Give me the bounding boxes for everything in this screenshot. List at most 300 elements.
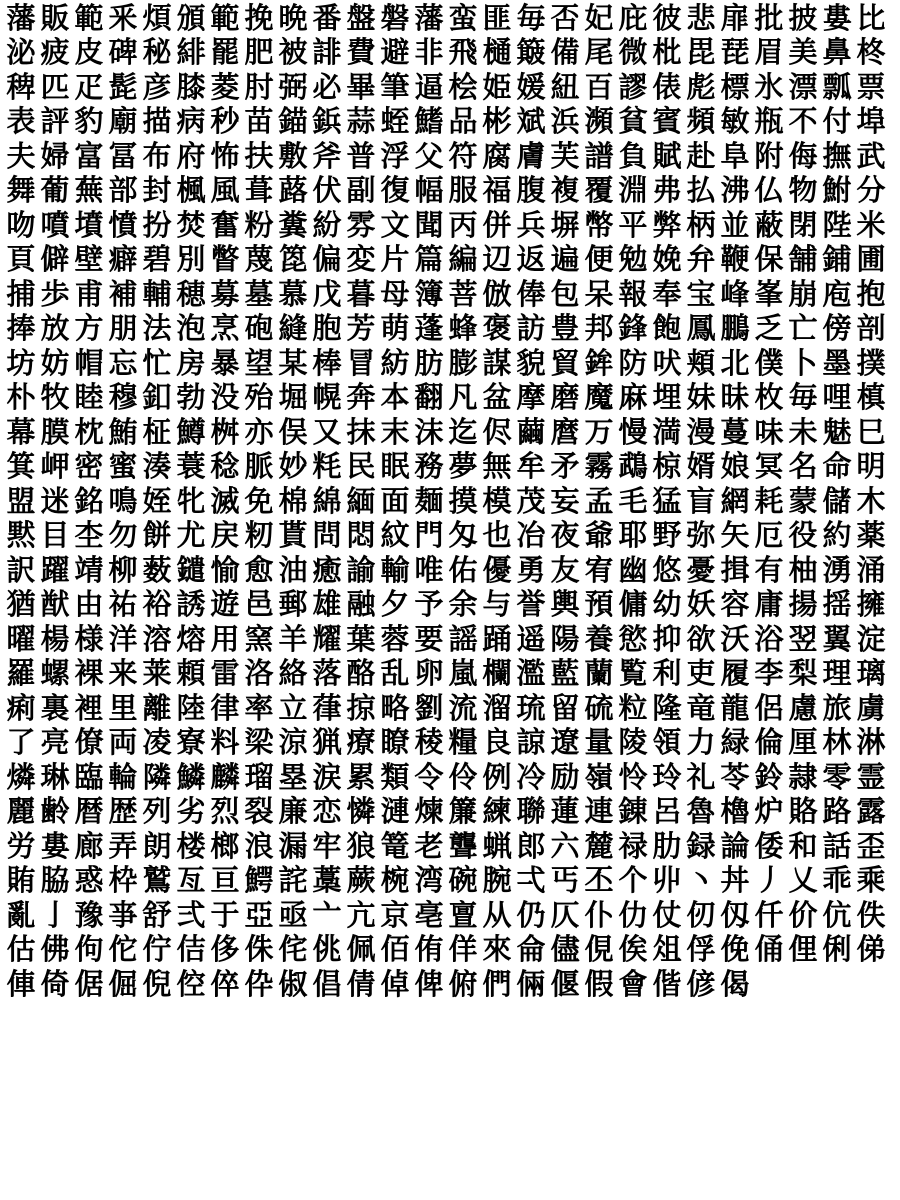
kanji-glyph: 侈 xyxy=(210,932,240,967)
kanji-glyph: 俯 xyxy=(448,967,478,1001)
kanji-glyph: 俶 xyxy=(278,967,308,1001)
kanji-glyph: 桝 xyxy=(210,415,240,449)
kanji-glyph: 弥 xyxy=(686,518,716,553)
kanji-glyph: 富 xyxy=(74,139,104,173)
kanji-glyph: 卵 xyxy=(414,656,444,691)
kanji-glyph: 抹 xyxy=(346,415,376,449)
kanji-glyph: 頬 xyxy=(686,346,716,380)
kanji-glyph: 怖 xyxy=(210,139,240,173)
kanji-glyph: 窯 xyxy=(244,622,274,656)
kanji-glyph: 碧 xyxy=(142,242,172,277)
kanji-glyph: 峰 xyxy=(720,277,750,311)
kanji-glyph: 淵 xyxy=(618,173,648,208)
kanji-glyph: 旅 xyxy=(822,691,852,725)
kanji-glyph: 誉 xyxy=(516,587,546,622)
kanji-glyph: 亊 xyxy=(108,898,138,932)
kanji-glyph: 倣 xyxy=(482,277,512,311)
kanji-glyph: 伶 xyxy=(448,760,478,794)
kanji-glyph: 傍 xyxy=(822,311,852,346)
kanji-glyph: 乏 xyxy=(754,311,784,346)
kanji-glyph: 範 xyxy=(210,1,240,35)
kanji-glyph: 倚 xyxy=(40,967,70,1001)
kanji-glyph: 仟 xyxy=(754,898,784,932)
kanji-glyph: 仍 xyxy=(516,898,546,932)
kanji-glyph: 篭 xyxy=(380,829,410,863)
kanji-glyph: 亳 xyxy=(414,898,444,932)
kanji-glyph: 報 xyxy=(618,277,648,311)
kanji-glyph: 捕 xyxy=(6,277,36,311)
kanji-glyph: 會 xyxy=(618,967,648,1001)
kanji-glyph: 暴 xyxy=(210,346,240,380)
kanji-glyph: 蔓 xyxy=(720,415,750,449)
kanji-glyph: 痢 xyxy=(6,691,36,725)
kanji-glyph: 様 xyxy=(74,622,104,656)
kanji-glyph: 殆 xyxy=(244,380,274,415)
kanji-glyph: 暮 xyxy=(346,277,376,311)
kanji-glyph: 銘 xyxy=(74,484,104,518)
kanji-glyph: 孟 xyxy=(584,484,614,518)
kanji-glyph: 蜜 xyxy=(108,449,138,484)
kanji-glyph: 涙 xyxy=(312,760,342,794)
kanji-glyph: 隣 xyxy=(142,760,172,794)
kanji-glyph: 倪 xyxy=(142,967,172,1001)
kanji-glyph: 妹 xyxy=(686,380,716,415)
kanji-glyph: 糞 xyxy=(278,208,308,242)
kanji-glyph: 万 xyxy=(584,415,614,449)
kanji-glyph: 妖 xyxy=(686,587,716,622)
kanji-glyph: 末 xyxy=(380,415,410,449)
kanji-glyph: 冒 xyxy=(346,346,376,380)
kanji-glyph: 琵 xyxy=(720,35,750,70)
kanji-glyph: 娘 xyxy=(720,449,750,484)
kanji-glyph: 樋 xyxy=(482,35,512,70)
kanji-glyph: 俐 xyxy=(822,932,852,967)
kanji-glyph: 葉 xyxy=(346,622,376,656)
kanji-glyph: 歩 xyxy=(40,277,70,311)
kanji-glyph: 匪 xyxy=(482,1,512,35)
kanji-glyph: 俸 xyxy=(516,277,546,311)
kanji-glyph: 弁 xyxy=(686,242,716,277)
kanji-glyph: 魅 xyxy=(822,415,852,449)
kanji-glyph: 房 xyxy=(176,346,206,380)
kanji-glyph: 物 xyxy=(788,173,818,208)
kanji-glyph: 盤 xyxy=(346,1,376,35)
kanji-glyph: 亢 xyxy=(346,898,376,932)
kanji-glyph: 滅 xyxy=(210,484,240,518)
kanji-glyph: 丙 xyxy=(448,208,478,242)
kanji-glyph: 符 xyxy=(448,139,478,173)
kanji-glyph: 網 xyxy=(720,484,750,518)
kanji-glyph: 薮 xyxy=(142,553,172,587)
kanji-glyph: 烈 xyxy=(210,794,240,829)
kanji-glyph: 幽 xyxy=(618,553,648,587)
kanji-glyph: 舞 xyxy=(6,173,36,208)
kanji-glyph: 養 xyxy=(584,622,614,656)
kanji-glyph: 弊 xyxy=(652,208,682,242)
kanji-glyph: 猷 xyxy=(40,587,70,622)
kanji-glyph: 甫 xyxy=(74,277,104,311)
kanji-glyph: 飛 xyxy=(448,35,478,70)
kanji-glyph: 蕪 xyxy=(74,173,104,208)
kanji-glyph: 遥 xyxy=(516,622,546,656)
kanji-glyph: 楓 xyxy=(176,173,206,208)
kanji-glyph: 爺 xyxy=(584,518,614,553)
kanji-glyph: 炉 xyxy=(754,794,784,829)
kanji-glyph: 欄 xyxy=(482,656,512,691)
kanji-glyph: 普 xyxy=(346,139,376,173)
kanji-glyph: 于 xyxy=(210,898,240,932)
kanji-glyph: 悶 xyxy=(346,518,376,553)
kanji-glyph: 佚 xyxy=(856,898,886,932)
kanji-glyph: 嵐 xyxy=(448,656,478,691)
kanji-glyph: 佶 xyxy=(176,932,206,967)
kanji-glyph: 豫 xyxy=(74,898,104,932)
kanji-glyph: 僚 xyxy=(74,725,104,760)
kanji-glyph: 蓮 xyxy=(550,794,580,829)
kanji-glyph: 伉 xyxy=(822,898,852,932)
kanji-glyph: 蛮 xyxy=(448,1,478,35)
kanji-glyph: 悠 xyxy=(652,553,682,587)
kanji-glyph: 泌 xyxy=(6,35,36,70)
kanji-glyph: 黙 xyxy=(6,518,36,553)
kanji-glyph: 理 xyxy=(822,656,852,691)
kanji-glyph: 謀 xyxy=(482,346,512,380)
kanji-glyph: 偏 xyxy=(312,242,342,277)
kanji-glyph: 彼 xyxy=(652,1,682,35)
kanji-glyph: 扉 xyxy=(720,1,750,35)
kanji-glyph: 彪 xyxy=(686,70,716,104)
kanji-glyph: 亦 xyxy=(244,415,274,449)
kanji-glyph: 鱒 xyxy=(176,415,206,449)
kanji-glyph: 漫 xyxy=(686,415,716,449)
kanji-glyph: 棉 xyxy=(278,484,308,518)
kanji-glyph: 釆 xyxy=(108,1,138,35)
kanji-glyph: 料 xyxy=(210,725,240,760)
kanji-glyph: 流 xyxy=(448,691,478,725)
kanji-glyph: 鋲 xyxy=(312,104,342,139)
kanji-glyph: 羅 xyxy=(6,656,36,691)
kanji-glyph: 伜 xyxy=(244,967,274,1001)
kanji-glyph: 沫 xyxy=(414,415,444,449)
kanji-glyph: 封 xyxy=(142,173,172,208)
kanji-glyph: 莱 xyxy=(142,656,172,691)
kanji-glyph: 勿 xyxy=(108,518,138,553)
kanji-glyph: 錬 xyxy=(618,794,648,829)
kanji-glyph: 頻 xyxy=(686,104,716,139)
kanji-glyph: 藩 xyxy=(414,1,444,35)
kanji-glyph: 幌 xyxy=(312,380,342,415)
kanji-glyph: 厘 xyxy=(788,725,818,760)
kanji-glyph: 廊 xyxy=(74,829,104,863)
kanji-glyph: 寮 xyxy=(176,725,206,760)
kanji-glyph: 熔 xyxy=(176,622,206,656)
kanji-glyph: 柳 xyxy=(108,553,138,587)
kanji-glyph: 頒 xyxy=(176,1,206,35)
kanji-glyph: 楼 xyxy=(176,829,206,863)
kanji-glyph: 侏 xyxy=(244,932,274,967)
kanji-glyph: 扶 xyxy=(244,139,274,173)
kanji-glyph: 磐 xyxy=(380,1,410,35)
kanji-glyph: 麺 xyxy=(414,484,444,518)
kanji-glyph: 菩 xyxy=(448,277,478,311)
kanji-glyph: 溜 xyxy=(482,691,512,725)
kanji-glyph: 脈 xyxy=(244,449,274,484)
kanji-glyph: 分 xyxy=(856,173,886,208)
kanji-glyph: 侶 xyxy=(754,691,784,725)
kanji-glyph: 比 xyxy=(856,1,886,35)
kanji-glyph: 瓶 xyxy=(754,104,784,139)
kanji-glyph: 齢 xyxy=(40,794,70,829)
kanji-glyph: 貌 xyxy=(516,346,546,380)
kanji-glyph: 父 xyxy=(414,139,444,173)
kanji-glyph: 虜 xyxy=(856,691,886,725)
kanji-glyph: 凡 xyxy=(448,380,478,415)
kanji-glyph: 蝋 xyxy=(482,829,512,863)
kanji-glyph: 陸 xyxy=(176,691,206,725)
kanji-glyph: 肋 xyxy=(652,829,682,863)
kanji-glyph: 惑 xyxy=(74,863,104,898)
kanji-glyph: 躍 xyxy=(40,553,70,587)
kanji-glyph: 訪 xyxy=(516,311,546,346)
kanji-glyph: 有 xyxy=(754,553,784,587)
kanji-glyph: 副 xyxy=(346,173,376,208)
kanji-glyph: 噴 xyxy=(40,208,70,242)
kanji-glyph: 欲 xyxy=(686,622,716,656)
kanji-glyph: 稗 xyxy=(6,70,36,104)
kanji-glyph: 琳 xyxy=(40,760,70,794)
kanji-glyph: 漂 xyxy=(788,70,818,104)
kanji-glyph: 容 xyxy=(720,587,750,622)
kanji-glyph: 碗 xyxy=(448,863,478,898)
kanji-glyph: 臨 xyxy=(74,760,104,794)
kanji-glyph: 倬 xyxy=(380,967,410,1001)
kanji-glyph: 療 xyxy=(346,725,376,760)
kanji-glyph: 猶 xyxy=(6,587,36,622)
kanji-glyph: 鈴 xyxy=(754,760,784,794)
kanji-glyph: 从 xyxy=(482,898,512,932)
kanji-glyph: 要 xyxy=(414,622,444,656)
kanji-glyph: 武 xyxy=(856,139,886,173)
kanji-glyph: 媛 xyxy=(516,70,546,104)
kanji-glyph: 遼 xyxy=(550,725,580,760)
kanji-glyph: 賂 xyxy=(788,794,818,829)
kanji-glyph: 怜 xyxy=(618,760,648,794)
kanji-glyph: 又 xyxy=(312,415,342,449)
kanji-glyph: 繭 xyxy=(516,415,546,449)
kanji-glyph: 箆 xyxy=(278,242,308,277)
kanji-glyph: 浴 xyxy=(754,622,784,656)
kanji-glyph: 緬 xyxy=(346,484,376,518)
kanji-glyph: 錨 xyxy=(278,104,308,139)
kanji-glyph: 由 xyxy=(74,587,104,622)
kanji-glyph: 估 xyxy=(6,932,36,967)
kanji-glyph: 奉 xyxy=(652,277,682,311)
kanji-glyph: 福 xyxy=(482,173,512,208)
kanji-glyph: 牟 xyxy=(516,449,546,484)
kanji-glyph: 湾 xyxy=(414,863,444,898)
kanji-glyph: 母 xyxy=(380,277,410,311)
kanji-glyph: 愉 xyxy=(210,553,240,587)
kanji-glyph: 廟 xyxy=(108,104,138,139)
kanji-glyph: 盲 xyxy=(686,484,716,518)
kanji-glyph: 腐 xyxy=(482,139,512,173)
kanji-glyph: 羊 xyxy=(278,622,308,656)
kanji-glyph: 標 xyxy=(720,70,750,104)
kanji-glyph: 陵 xyxy=(618,725,648,760)
kanji-glyph: 法 xyxy=(142,311,172,346)
kanji-glyph: 壁 xyxy=(74,242,104,277)
kanji-glyph: 撫 xyxy=(822,139,852,173)
kanji-glyph: 朋 xyxy=(108,311,138,346)
kanji-glyph: 緋 xyxy=(176,35,206,70)
kanji-glyph: 勉 xyxy=(618,242,648,277)
kanji-glyph: 覧 xyxy=(618,656,648,691)
kanji-glyph: 粒 xyxy=(618,691,648,725)
kanji-glyph: 朗 xyxy=(142,829,172,863)
kanji-glyph: 頁 xyxy=(6,242,36,277)
kanji-glyph: 堀 xyxy=(278,380,308,415)
kanji-glyph: 篇 xyxy=(414,242,444,277)
kanji-glyph: 礼 xyxy=(686,760,716,794)
kanji-glyph: 木 xyxy=(856,484,886,518)
kanji-glyph: 墨 xyxy=(822,346,852,380)
kanji-glyph: 領 xyxy=(652,725,682,760)
kanji-glyph: 幣 xyxy=(584,208,614,242)
kanji-glyph: 芳 xyxy=(346,311,376,346)
kanji-glyph: 鱗 xyxy=(176,760,206,794)
kanji-glyph: 牝 xyxy=(176,484,206,518)
kanji-glyph: 簸 xyxy=(516,35,546,70)
kanji-glyph: 侖 xyxy=(516,932,546,967)
kanji-glyph: 逼 xyxy=(414,70,444,104)
kanji-glyph: 螺 xyxy=(40,656,70,691)
kanji-glyph: 律 xyxy=(210,691,240,725)
kanji-glyph: 類 xyxy=(380,760,410,794)
kanji-glyph: 燐 xyxy=(6,760,36,794)
kanji-glyph: 履 xyxy=(720,656,750,691)
kanji-glyph: 弼 xyxy=(278,70,308,104)
kanji-glyph: 姫 xyxy=(482,70,512,104)
kanji-glyph: 妨 xyxy=(40,346,70,380)
kanji-glyph: 歴 xyxy=(108,794,138,829)
kanji-glyph: 佛 xyxy=(40,932,70,967)
kanji-glyph: 呆 xyxy=(584,277,614,311)
kanji-glyph: 慕 xyxy=(278,277,308,311)
kanji-glyph: 酪 xyxy=(346,656,376,691)
kanji-glyph: 偕 xyxy=(652,967,682,1001)
kanji-glyph: 蔑 xyxy=(244,242,274,277)
kanji-glyph: 融 xyxy=(346,587,376,622)
kanji-glyph: 望 xyxy=(244,346,274,380)
kanji-glyph: 鼻 xyxy=(822,35,852,70)
kanji-glyph: 牢 xyxy=(312,829,342,863)
kanji-glyph: 奮 xyxy=(210,208,240,242)
kanji-glyph: 碑 xyxy=(108,35,138,70)
kanji-glyph: 吻 xyxy=(6,208,36,242)
kanji-glyph: 併 xyxy=(482,208,512,242)
kanji-glyph: 舒 xyxy=(142,898,172,932)
kanji-glyph: 擁 xyxy=(856,587,886,622)
kanji-glyph: 被 xyxy=(278,35,308,70)
kanji-glyph: 仏 xyxy=(754,173,784,208)
kanji-glyph: 亶 xyxy=(448,898,478,932)
kanji-glyph: 藁 xyxy=(312,863,342,898)
kanji-glyph: 侑 xyxy=(414,932,444,967)
kanji-glyph: 友 xyxy=(550,553,580,587)
kanji-glyph: 劉 xyxy=(414,691,444,725)
kanji-glyph: 予 xyxy=(414,587,444,622)
kanji-glyph: 稔 xyxy=(210,449,240,484)
kanji-glyph: 巳 xyxy=(856,415,886,449)
kanji-glyph: 疲 xyxy=(40,35,70,70)
kanji-glyph: 例 xyxy=(482,760,512,794)
kanji-glyph: 令 xyxy=(414,760,444,794)
kanji-glyph: 聾 xyxy=(448,829,478,863)
kanji-glyph: 冥 xyxy=(754,449,784,484)
kanji-glyph: 竜 xyxy=(686,691,716,725)
kanji-glyph: 憂 xyxy=(686,553,716,587)
kanji-glyph: 峯 xyxy=(754,277,784,311)
kanji-glyph: 琉 xyxy=(516,691,546,725)
kanji-glyph: 慮 xyxy=(788,691,818,725)
kanji-glyph: 豊 xyxy=(550,311,580,346)
kanji-glyph: 哩 xyxy=(822,380,852,415)
kanji-glyph: 魔 xyxy=(584,380,614,415)
kanji-glyph: 姪 xyxy=(142,484,172,518)
kanji-glyph: 平 xyxy=(618,208,648,242)
kanji-glyph: 佰 xyxy=(380,932,410,967)
kanji-glyph: 暦 xyxy=(74,794,104,829)
kanji-glyph: 揖 xyxy=(720,553,750,587)
kanji-glyph: 硫 xyxy=(584,691,614,725)
kanji-glyph: 麗 xyxy=(6,794,36,829)
kanji-glyph: 妃 xyxy=(584,1,614,35)
kanji-glyph: 頼 xyxy=(176,656,206,691)
kanji-glyph: 否 xyxy=(550,1,580,35)
kanji-glyph: 劣 xyxy=(176,794,206,829)
kanji-glyph: 仗 xyxy=(652,898,682,932)
kanji-glyph: 鋒 xyxy=(618,311,648,346)
kanji-glyph: 秘 xyxy=(142,35,172,70)
kanji-glyph: 某 xyxy=(278,346,308,380)
kanji-glyph: 泡 xyxy=(176,311,206,346)
kanji-glyph: 佝 xyxy=(74,932,104,967)
kanji-glyph: 雷 xyxy=(210,656,240,691)
kanji-glyph: 率 xyxy=(244,691,274,725)
kanji-glyph: 俣 xyxy=(278,415,308,449)
kanji-glyph: 昧 xyxy=(720,380,750,415)
kanji-glyph: 諒 xyxy=(516,725,546,760)
kanji-glyph: 裸 xyxy=(74,656,104,691)
kanji-glyph: 亘 xyxy=(210,863,240,898)
kanji-glyph: 絡 xyxy=(278,656,308,691)
kanji-glyph: 桧 xyxy=(448,70,478,104)
kanji-glyph: 零 xyxy=(822,760,852,794)
kanji-glyph: 奔 xyxy=(346,380,376,415)
kanji-glyph: 幕 xyxy=(6,415,36,449)
kanji-glyph: 霧 xyxy=(584,449,614,484)
kanji-glyph: 櫓 xyxy=(720,794,750,829)
kanji-glyph: 尾 xyxy=(584,35,614,70)
kanji-glyph: 裡 xyxy=(74,691,104,725)
kanji-glyph: 隷 xyxy=(788,760,818,794)
kanji-glyph: 蒜 xyxy=(346,104,376,139)
kanji-glyph: 耶 xyxy=(618,518,648,553)
kanji-glyph: 氷 xyxy=(754,70,784,104)
kanji-glyph: 庖 xyxy=(822,277,852,311)
kanji-glyph: 募 xyxy=(210,277,240,311)
kanji-glyph: 雰 xyxy=(346,208,376,242)
